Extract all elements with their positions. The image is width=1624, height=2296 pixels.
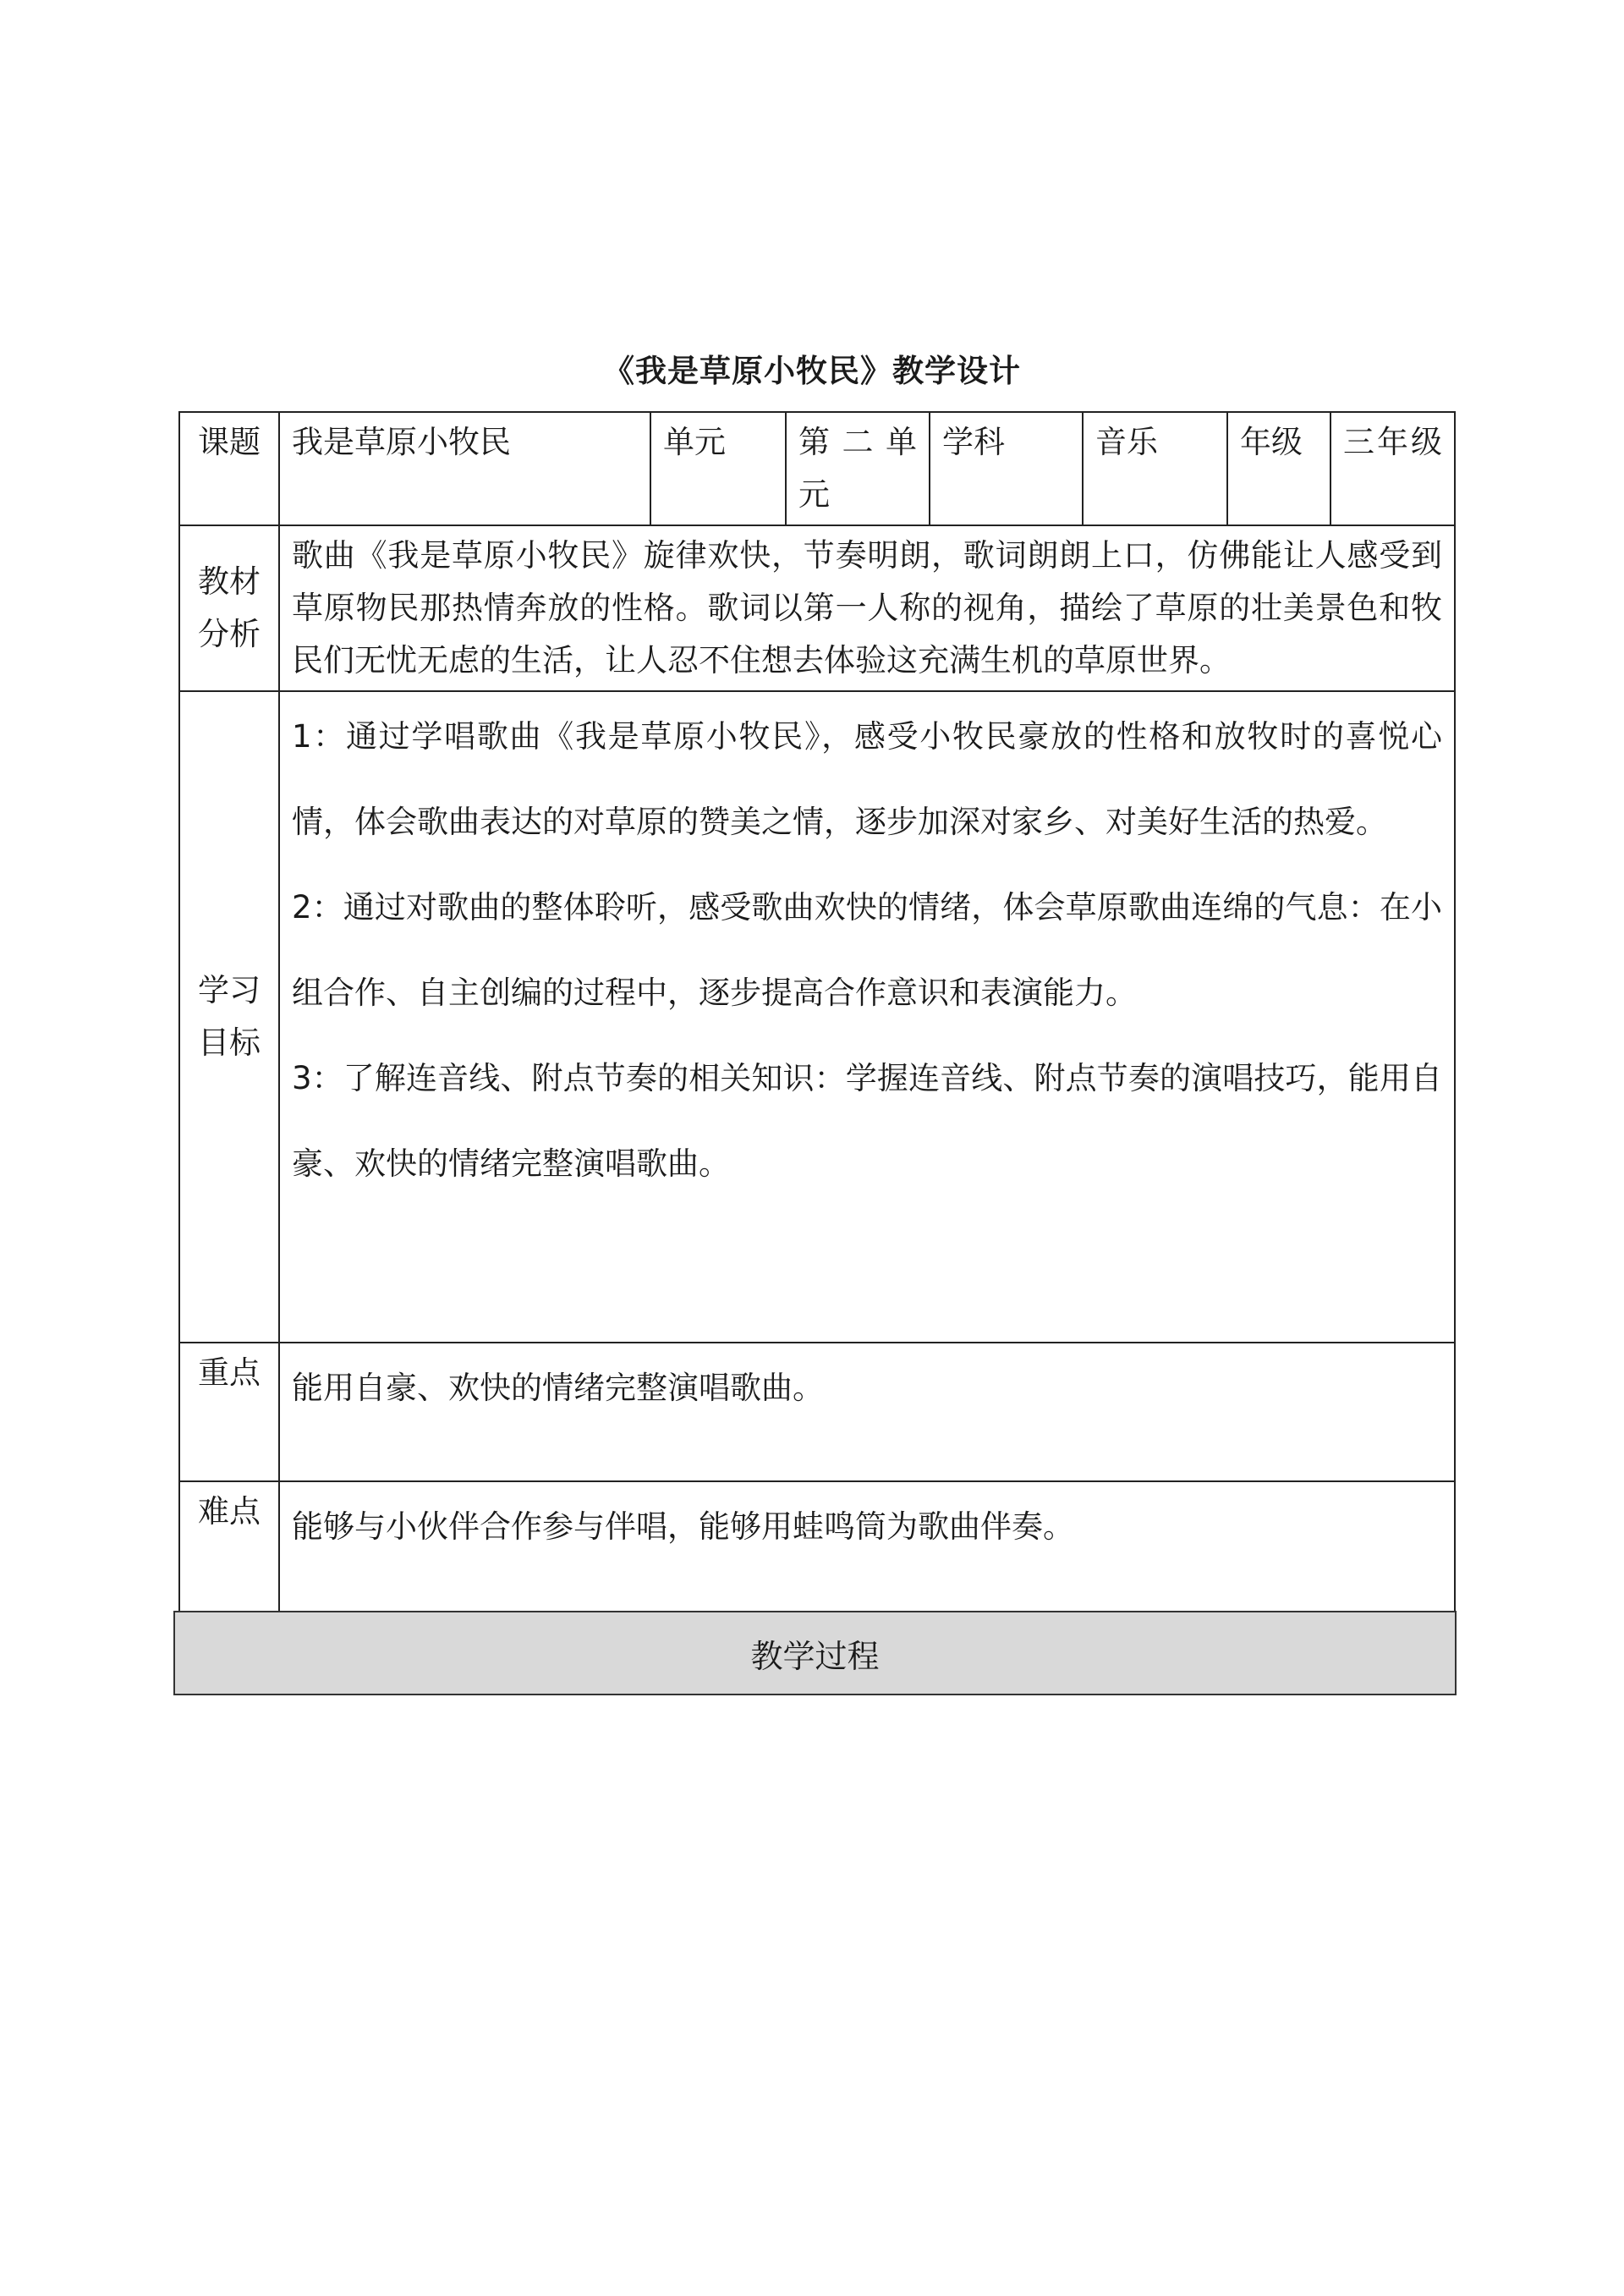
learning-goals-row xyxy=(179,691,1455,1343)
lesson-plan-table xyxy=(178,411,1456,1621)
material-analysis-row xyxy=(179,525,1455,691)
topic-value: 我是草原小牧民 xyxy=(279,412,650,525)
grade-value: 三年级 xyxy=(1330,412,1455,525)
unit-label: 单元 xyxy=(650,412,786,525)
key-point-text: 能用自豪、欢快的情绪完整演唱歌曲。 xyxy=(279,1343,1455,1481)
material-analysis-text: 歌曲《我是草原小牧民》旋律欢快，节奏明朗，歌词朗朗上口，仿佛能让人感受到草原物民那热情奔放的性格。歌词以第一人称的视角，描绘了草原的壮美景色和牧民们无忧无虑的生活，让人忍不住想去体验这充满生机的草原世界。 xyxy=(279,525,1455,691)
header-row xyxy=(179,412,1455,525)
grade-label: 年级 xyxy=(1227,412,1330,525)
teaching-process-banner: 教学过程 xyxy=(173,1611,1457,1695)
topic-label: 课题 xyxy=(179,412,279,525)
learning-goal-item: 2：通过对歌曲的整体聆听，感受歌曲欢快的情绪，体会草原歌曲连绵的气息：在小组合作、自主创编的过程中，逐步提高合作意识和表演能力。 xyxy=(292,889,1442,1011)
learning-goals-label: 学习目标 xyxy=(179,691,279,1343)
material-analysis-label: 教材分析 xyxy=(179,525,279,691)
subject-value: 音乐 xyxy=(1083,412,1227,525)
learning-goal-item: 3：了解连音线、附点节奏的相关知识：学握连音线、附点节奏的演唱技巧，能用自豪、欢快的情绪完整演唱歌曲。 xyxy=(292,1060,1442,1182)
difficulty-row xyxy=(179,1481,1455,1620)
learning-goal-item: 1：通过学唱歌曲《我是草原小牧民》，感受小牧民豪放的性格和放牧时的喜悦心情，体会歌曲表达的对草原的赞美之情，逐步加深对家乡、对美好生活的热爱。 xyxy=(292,718,1442,840)
document-title: 《我是草原小牧民》教学设计 xyxy=(603,353,1021,389)
key-point-row xyxy=(179,1343,1455,1481)
difficulty-text: 能够与小伙伴合作参与伴唱，能够用蛙鸣筒为歌曲伴奏。 xyxy=(279,1481,1455,1620)
learning-goals-content xyxy=(279,691,1455,1343)
subject-label: 学科 xyxy=(930,412,1083,525)
difficulty-label: 难点 xyxy=(179,1481,279,1620)
unit-value: 第二单元 xyxy=(786,412,930,525)
key-point-label: 重点 xyxy=(179,1343,279,1481)
